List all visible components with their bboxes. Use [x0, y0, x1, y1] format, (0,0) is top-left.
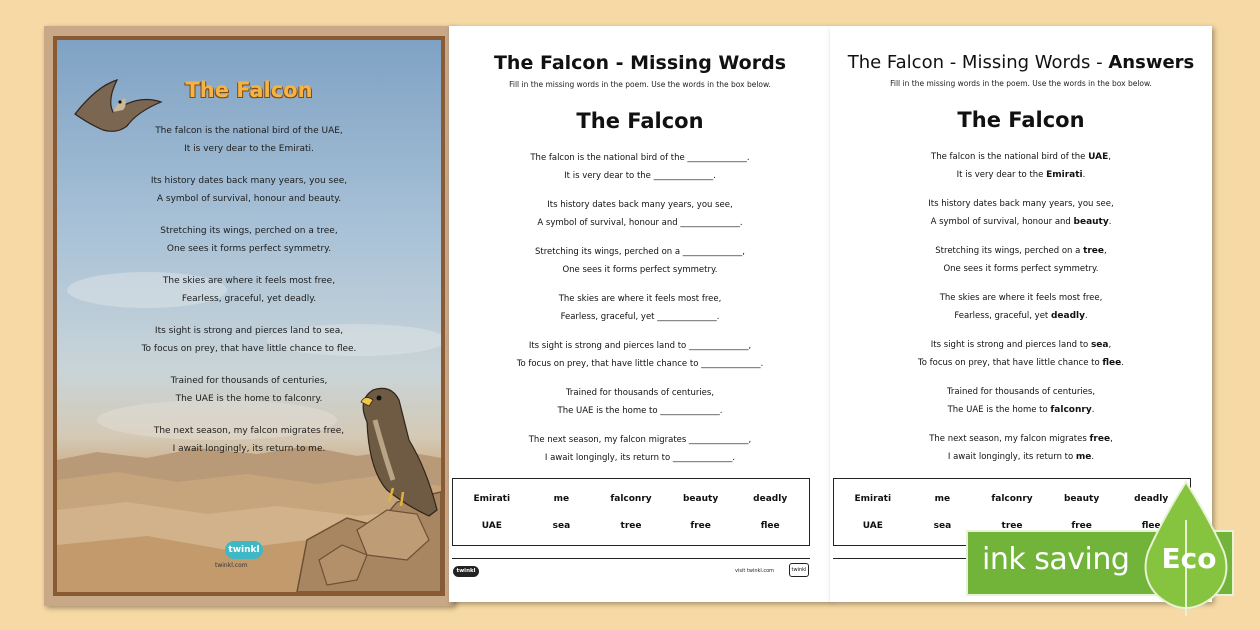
poster-frame	[53, 36, 445, 596]
footer-twinkl-logo: twinkl	[453, 566, 479, 577]
poem-line: To focus on prey, that have little chance to flee.	[141, 344, 357, 354]
poem-stanza	[830, 289, 1212, 325]
poem-line	[830, 260, 1212, 278]
answer-word: tree	[1083, 246, 1105, 256]
ink-saving-text: ink saving	[982, 542, 1130, 577]
worksheet-title: The Falcon - Missing Words	[493, 52, 787, 74]
word-bank-item: free	[690, 520, 711, 531]
word-bank-item: falconry	[610, 493, 652, 504]
poem-punct: ,	[1108, 340, 1112, 350]
footer-badge: twinkl	[789, 563, 809, 577]
word-bank-item: me	[934, 493, 951, 504]
poem-stanza	[449, 290, 831, 326]
poem-text: One sees it forms perfect symmetry.	[943, 264, 1099, 274]
answers-title-bold: Answers	[1108, 52, 1195, 73]
answers-poem	[830, 148, 1212, 466]
poem-stanza	[449, 196, 831, 232]
word-bank-item: flee	[1141, 520, 1161, 531]
poster-artwork	[57, 40, 441, 592]
word-bank-item: deadly	[1134, 493, 1169, 504]
poem-stanza	[449, 384, 831, 420]
poster-title: The Falcon	[185, 78, 313, 102]
answer-word: sea	[1090, 340, 1109, 350]
poem-line: A symbol of survival, honour and beauty.	[156, 194, 342, 204]
poem-text: To focus on prey, that have little chance to	[918, 358, 1103, 368]
footer-divider	[452, 558, 810, 559]
word-bank-item: Emirati	[473, 493, 511, 504]
poem-line: The skies are where it feels most free,	[162, 276, 336, 286]
word-bank-item: beauty	[682, 493, 719, 504]
poem-line: The falcon is the national bird of the ______________.	[530, 153, 750, 163]
poem-stanza	[449, 243, 831, 279]
poem-punct: ,	[1108, 152, 1111, 162]
illustrated-poem-sheet	[44, 26, 454, 606]
word-bank-item: UAE	[862, 520, 883, 531]
poem-text: Its sight is strong and pierces land to	[930, 340, 1091, 350]
poem-line	[830, 289, 1212, 307]
poem-text: It is very dear to the	[956, 170, 1047, 180]
poem-text: The next season, my falcon migrates	[929, 434, 1090, 444]
worksheet-poem	[449, 149, 831, 467]
poem-line	[830, 166, 1212, 184]
poem-line: The UAE is the home to ______________.	[557, 406, 723, 416]
poem-line: Fearless, graceful, yet deadly.	[181, 294, 317, 304]
answer-word: flee	[1102, 358, 1122, 368]
poem-stanza	[830, 336, 1212, 372]
word-bank-item: free	[1071, 520, 1092, 531]
poem-stanza	[449, 431, 831, 467]
poem-text: A symbol of survival, honour and	[930, 217, 1074, 227]
answers-title-main: The Falcon - Missing Words -	[847, 52, 1109, 73]
answers-poem-title: The Falcon	[957, 108, 1085, 132]
poem-line: It is very dear to the ______________.	[564, 171, 716, 181]
word-bank-item: deadly	[753, 493, 788, 504]
twinkl-url: twinkl.com	[215, 562, 248, 569]
word-bank-item: UAE	[481, 520, 502, 531]
poem-punct: .	[1082, 170, 1086, 180]
poem-line: Stretching its wings, perched on a tree,	[160, 226, 338, 236]
poem-line: The falcon is the national bird of the UAE,	[155, 126, 343, 136]
poem-line: Stretching its wings, perched on a ______________,	[535, 247, 745, 257]
poem-line	[830, 195, 1212, 213]
word-bank-item: tree	[620, 520, 642, 531]
twinkl-logo: twinkl	[225, 541, 263, 559]
poem-line: The next season, my falcon migrates ______________,	[528, 435, 752, 445]
answer-word: falconry	[1050, 405, 1092, 415]
poem-stanza	[830, 383, 1212, 419]
poem-line: The next season, my falcon migrates free,	[153, 426, 345, 436]
poem-text: Its history dates back many years, you see,	[928, 199, 1114, 209]
poem-line: I await longingly, its return to me.	[172, 444, 326, 454]
word-bank-item: sea	[933, 520, 952, 531]
poem-text: The UAE is the home to	[947, 405, 1051, 415]
poem-line	[830, 448, 1212, 466]
answer-word: Emirati	[1046, 170, 1083, 180]
poem-stanza	[57, 272, 441, 308]
missing-words-worksheet	[449, 26, 831, 602]
poem-line: Its history dates back many years, you see,	[547, 200, 733, 210]
answer-word: UAE	[1088, 152, 1109, 162]
poem-line: One sees it forms perfect symmetry.	[562, 265, 718, 275]
poem-stanza	[57, 322, 441, 358]
answers-title	[830, 52, 1212, 73]
poem-punct: .	[1091, 452, 1095, 462]
poem-line: The skies are where it feels most free,	[558, 294, 722, 304]
poster-poem	[57, 122, 441, 472]
poem-line: Its sight is strong and pierces land to ______________,	[528, 341, 752, 351]
word-bank-item: me	[553, 493, 570, 504]
poem-line	[830, 213, 1212, 231]
poem-punct: ,	[1110, 434, 1113, 444]
poem-line	[830, 430, 1212, 448]
word-bank-item: sea	[552, 520, 571, 531]
poem-line	[830, 354, 1212, 372]
poem-line: It is very dear to the Emirati.	[184, 144, 314, 154]
poem-line: Its sight is strong and pierces land to sea,	[154, 326, 344, 336]
poem-punct: .	[1108, 217, 1112, 227]
word-bank-item: Emirati	[854, 493, 892, 504]
answers-instructions: Fill in the missing words in the poem. Use the words in the box below.	[890, 79, 1152, 88]
poem-line	[830, 383, 1212, 401]
poem-line: To focus on prey, that have little chance to ______________.	[516, 359, 764, 369]
poem-line	[830, 401, 1212, 419]
poem-text: The skies are where it feels most free,	[939, 293, 1103, 303]
poem-line	[830, 242, 1212, 260]
poem-line: Fearless, graceful, yet ______________.	[560, 312, 720, 322]
poem-stanza	[449, 337, 831, 373]
word-bank-item: beauty	[1063, 493, 1100, 504]
poem-stanza	[830, 242, 1212, 278]
poem-line	[830, 148, 1212, 166]
poem-text: Trained for thousands of centuries,	[946, 387, 1096, 397]
poem-line: A symbol of survival, honour and ______________.	[537, 218, 743, 228]
poem-stanza	[57, 172, 441, 208]
poem-stanza	[830, 148, 1212, 184]
poem-stanza	[830, 195, 1212, 231]
answer-word: me	[1075, 452, 1092, 462]
poem-punct: .	[1084, 311, 1088, 321]
answer-word: free	[1089, 434, 1111, 444]
poem-stanza	[57, 372, 441, 408]
poem-line: Its history dates back many years, you see,	[150, 176, 348, 186]
poem-line: The UAE is the home to falconry.	[175, 394, 323, 404]
poem-line: Trained for thousands of centuries,	[170, 376, 328, 386]
poem-punct: .	[1121, 358, 1124, 368]
poem-line: I await longingly, its return to ______________.	[544, 453, 736, 463]
poem-stanza	[57, 222, 441, 258]
poem-stanza	[449, 149, 831, 185]
worksheet-poem-title: The Falcon	[576, 109, 704, 133]
poem-stanza	[57, 422, 441, 458]
footer-url: visit twinkl.com	[735, 568, 775, 574]
word-bank-item: falconry	[991, 493, 1033, 504]
poem-line	[830, 307, 1212, 325]
poem-stanza	[830, 430, 1212, 466]
poem-line: One sees it forms perfect symmetry.	[166, 244, 332, 254]
poem-stanza	[57, 122, 441, 158]
word-bank-item: tree	[1001, 520, 1023, 531]
answer-word: beauty	[1073, 217, 1109, 227]
poem-punct: ,	[1104, 246, 1107, 256]
poem-text: The falcon is the national bird of the	[931, 152, 1089, 162]
poem-text: Fearless, graceful, yet	[954, 311, 1051, 321]
poem-line	[830, 336, 1212, 354]
poem-text: Stretching its wings, perched on a	[935, 246, 1084, 256]
word-bank-item: flee	[760, 520, 780, 531]
poem-line: Trained for thousands of centuries,	[565, 388, 715, 398]
answer-word: deadly	[1050, 311, 1085, 321]
worksheet-instructions: Fill in the missing words in the poem. Use the words in the box below.	[509, 80, 771, 89]
eco-label: Eco	[1161, 542, 1217, 575]
word-bank	[452, 478, 810, 546]
poem-punct: .	[1091, 405, 1095, 415]
poem-text: I await longingly, its return to	[947, 452, 1076, 462]
